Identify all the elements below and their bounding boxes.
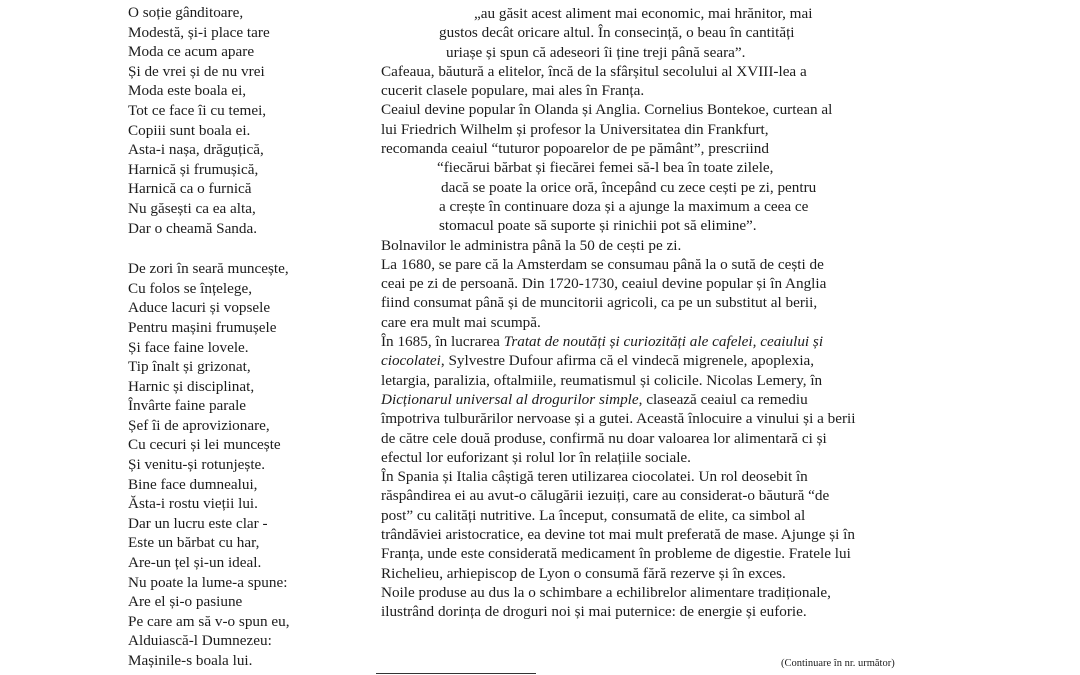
poem-line: Și venitu-și rotunjește.: [128, 456, 266, 474]
quote-line: dacă se poate la orice oră, începând cu zece cești pe zi, pentru: [441, 178, 817, 196]
quote-line: uriașe și spun că adeseori îi ține treji până seara”.: [446, 43, 746, 61]
prose-line: Bolnavilor le administra până la 50 de cești pe zi.: [381, 236, 682, 254]
quote-line: „au găsit acest aliment mai economic, mai hrănitor, mai: [474, 5, 813, 22]
poem-line: Cu folos se înțelege,: [128, 279, 253, 297]
poem-stanza-1: [128, 3, 348, 238]
prose-line: [381, 351, 951, 370]
poem-line: Și de vrei și de nu vrei: [128, 62, 265, 80]
poem-line: Aduce lacuri și vopsele: [128, 299, 271, 317]
poem-line: Pentru mașini frumușele: [128, 318, 277, 336]
book-title: Dicționarul universal al drogurilor simple: [381, 390, 639, 408]
prose-line: împotriva tulburărilor nervoase și a gutei. Această înlocuire a vinului și a berii: [381, 410, 856, 428]
poem-line: Este un bărbat cu har,: [128, 534, 260, 552]
prose-line: post” cu calități nutritive. La început, consumată de elite, ca simbol al: [381, 506, 806, 524]
prose-column: [381, 4, 951, 622]
poem-line: Nu găsești ca ea alta,: [128, 199, 256, 217]
poem-line: Cu cecuri și lei muncește: [128, 436, 281, 454]
prose-line: efectul lor euforizant și rolul lor în relațiile sociale.: [381, 448, 691, 466]
poem-line: Modestă, și-i place tare: [128, 23, 270, 41]
prose-line: Ceaiul devine popular în Olanda și Anglia. Cornelius Bontekoe, curtean al: [381, 101, 833, 119]
poem-line: Șef îi de aprovizionare,: [128, 416, 270, 434]
prose-line: [381, 332, 951, 351]
book-title: Tratat de noutăți și curiozități ale cafelei, ceaiului și: [503, 333, 824, 351]
poem-line: Are el și-o pasiune: [128, 593, 243, 611]
prose-line: ilustrând dorința de droguri noi și mai puternice: de energie și euforie.: [381, 603, 807, 621]
prose-line: care era mult mai scumpă.: [381, 313, 541, 331]
book-title: ciocolatei: [381, 352, 441, 370]
prose-text: , Sylvestre Dufour afirma că el vindecă migrenele, apoplexia,: [440, 352, 815, 370]
prose-line: ceai pe zi de persoană. Din 1720-1730, ceaiul devine popular și în Anglia: [381, 275, 827, 293]
prose-line: În Spania și Italia câștigă teren utilizarea ciocolatei. Un rol deosebit în: [381, 468, 808, 486]
prose-text: , clasează ceaiul ca remediu: [638, 390, 808, 408]
continuation-note: (Continuare în nr. următor): [781, 658, 895, 669]
quote-line: “fiecărui bărbat și fiecărei femei să-l bea în toate zilele,: [437, 159, 774, 177]
poem-line: Asta-i nașa, drăguțică,: [128, 141, 264, 159]
prose-line: trândăviei aristocratice, ea devine tot mai mult preferată de mase. Ajunge și în: [381, 526, 856, 544]
poem-line: Ăsta-i rostu vieții lui.: [128, 495, 258, 513]
poem-line: Dar o cheamă Sanda.: [128, 219, 258, 237]
poem-line: Moda este boala ei,: [128, 82, 247, 100]
prose-line: lui Friedrich Wilhelm și profesor la Universitatea din Frankfurt,: [381, 120, 769, 138]
poem-line: De zori în seară muncește,: [128, 260, 289, 278]
poem-line: Învârte faine parale: [128, 397, 247, 415]
poem-line: Are-un țel și-un ideal.: [128, 554, 262, 572]
poem-line: Copiii sunt boala ei.: [128, 121, 251, 139]
poem-line: Alduiască-l Dumnezeu:: [128, 632, 272, 650]
prose-line: cucerit clasele populare, mai ales în Franța.: [381, 82, 645, 100]
poem-line: Harnic și disciplinat,: [128, 377, 255, 395]
poem-line: Dar un lucru este clar -: [128, 514, 268, 532]
prose-line: Noile produse au dus la o schimbare a echilibrelor alimentare tradiționale,: [381, 583, 831, 601]
prose-line: Richelieu, arhiepiscop de Lyon o consumă fără rezerve și în exces.: [381, 564, 786, 582]
poem-column: [128, 3, 348, 671]
poem-line: Mașinile-s boala lui.: [128, 652, 253, 669]
quote-line: gustos decât oricare altul. În consecință, o beau în cantități: [439, 24, 795, 42]
poem-line: O soție gânditoare,: [128, 4, 244, 21]
quote-line: a crește în continuare doza și a ajunge la maximum a ceea ce: [439, 197, 809, 215]
quote-line: stomacul poate să suporte și rinichii pot să elimine”.: [439, 217, 757, 235]
prose-line: răspândirea ei au avut-o călugării iezuiți, care au considerat-o băutură “de: [381, 487, 830, 505]
divider-rule: [376, 673, 536, 674]
poem-line: Pe care am să v-o spun eu,: [128, 612, 290, 630]
poem-stanza-2: [128, 259, 348, 670]
prose-line: recomanda ceaiul “tuturor popoarelor de pe pământ”, prescriind: [381, 140, 769, 158]
poem-line: Nu poate la lume-a spune:: [128, 573, 288, 591]
poem-line: Bine face dumnealui,: [128, 475, 258, 493]
prose-line: La 1680, se pare că la Amsterdam se consumau până la o sută de cești de: [381, 255, 824, 273]
prose-line: letargia, paralizia, oftalmiile, reumatismul și colicile. Nicolas Lemery, în: [381, 371, 823, 389]
prose-text: În 1685, în lucrarea: [381, 333, 504, 351]
prose-line: Cafeaua, băutură a elitelor, încă de la sfârșitul secolului al XVIII-lea a: [381, 62, 807, 80]
poem-line: Harnică ca o furnică: [128, 180, 252, 198]
poem-line: Tip înalt și grizonat,: [128, 358, 251, 376]
prose-line: [381, 390, 951, 409]
prose-line: fiind consumat până și de muncitorii agricoli, ca pe un substitut al berii,: [381, 294, 818, 312]
poem-line: Moda ce acum apare: [128, 43, 255, 61]
poem-line: Și face faine lovele.: [128, 338, 249, 356]
prose-line: de către cele două produse, confirmă nu doar valoarea lor alimentară ci și: [381, 429, 827, 447]
poem-line: Tot ce face îi cu temei,: [128, 101, 267, 119]
poem-line: Harnică și frumușică,: [128, 160, 259, 178]
prose-line: Franța, unde este considerată medicament în probleme de digestie. Fratele lui: [381, 545, 851, 563]
